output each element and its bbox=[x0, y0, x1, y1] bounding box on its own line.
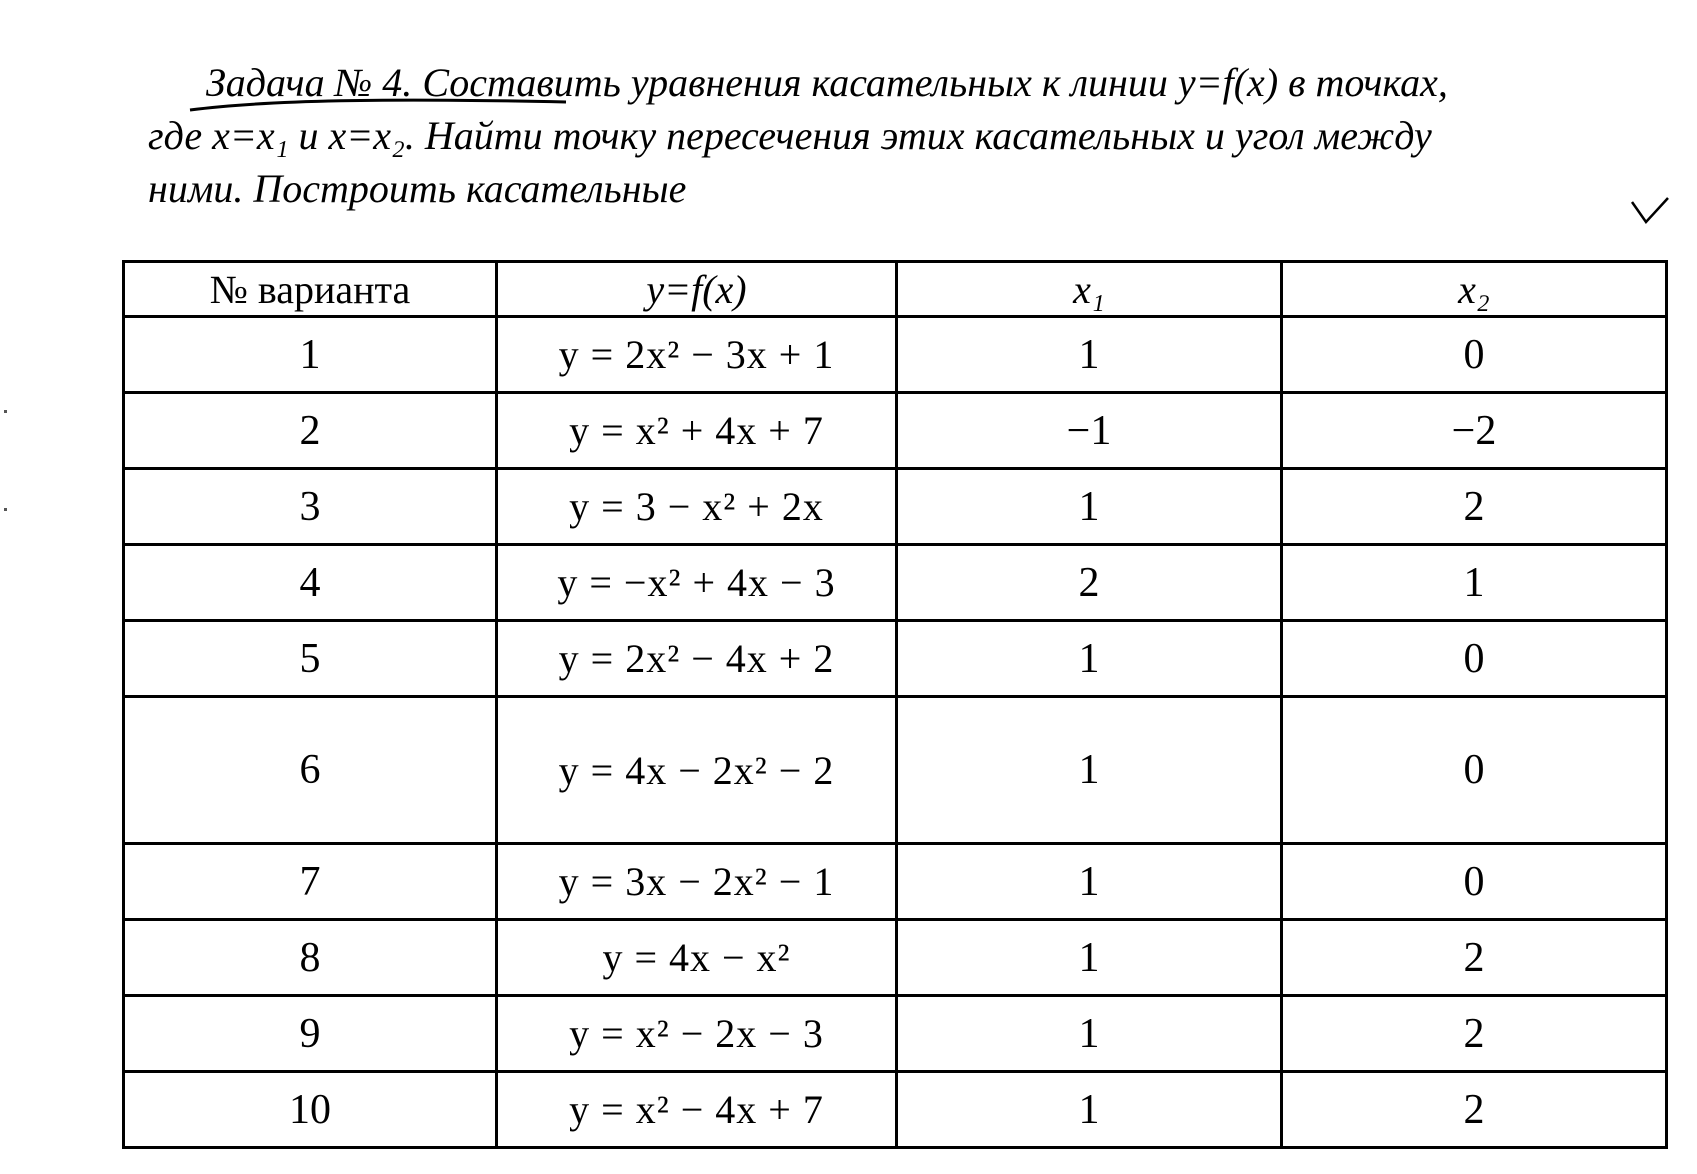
function-cell: y = 2x² − 3x + 1 bbox=[497, 317, 897, 393]
x1-cell: 1 bbox=[897, 621, 1282, 697]
x2-cell: 2 bbox=[1282, 996, 1667, 1072]
variant-cell: 9 bbox=[124, 996, 497, 1072]
x2-cell: 0 bbox=[1282, 621, 1667, 697]
table-row bbox=[124, 697, 1667, 844]
variant-cell: 7 bbox=[124, 844, 497, 920]
x2-cell: 0 bbox=[1282, 844, 1667, 920]
table-header-row bbox=[124, 262, 1667, 317]
table-row bbox=[124, 920, 1667, 996]
table-row bbox=[124, 844, 1667, 920]
task-text-line-3: ними. Построить касательные bbox=[148, 166, 687, 211]
variants-table bbox=[122, 260, 1668, 1149]
x1-cell: 1 bbox=[897, 920, 1282, 996]
table-row bbox=[124, 545, 1667, 621]
table-row bbox=[124, 393, 1667, 469]
header-function: y=f(x) bbox=[497, 262, 897, 317]
x1-cell: 1 bbox=[897, 697, 1282, 844]
function-cell: y = 4x − 2x² − 2 bbox=[497, 697, 897, 844]
function-cell: y = x² + 4x + 7 bbox=[497, 393, 897, 469]
x1-cell: 2 bbox=[897, 545, 1282, 621]
header-x2: x₂ bbox=[1282, 262, 1667, 317]
variant-cell: 4 bbox=[124, 545, 497, 621]
variant-cell: 3 bbox=[124, 469, 497, 545]
variant-cell: 5 bbox=[124, 621, 497, 697]
function-cell: y = 3 − x² + 2x bbox=[497, 469, 897, 545]
x1-cell: −1 bbox=[897, 393, 1282, 469]
table-row bbox=[124, 1072, 1667, 1148]
table-row bbox=[124, 317, 1667, 393]
x2-cell: −2 bbox=[1282, 393, 1667, 469]
task-line-1 bbox=[148, 56, 1648, 109]
variant-cell: 2 bbox=[124, 393, 497, 469]
variant-cell: 1 bbox=[124, 317, 497, 393]
x2-cell: 0 bbox=[1282, 697, 1667, 844]
x1-cell: 1 bbox=[897, 996, 1282, 1072]
margin-speck bbox=[4, 410, 7, 413]
function-cell: y = 3x − 2x² − 1 bbox=[497, 844, 897, 920]
function-cell: y = −x² + 4x − 3 bbox=[497, 545, 897, 621]
variant-cell: 6 bbox=[124, 697, 497, 844]
task-text-line-1: Составить уравнения касательных к линии y=f(x) в точках, bbox=[422, 60, 1448, 105]
header-variant: № варианта bbox=[124, 262, 497, 317]
table-row bbox=[124, 621, 1667, 697]
x1-cell: 1 bbox=[897, 1072, 1282, 1148]
task-title: Задача № 4. bbox=[206, 60, 413, 105]
x1-cell: 1 bbox=[897, 844, 1282, 920]
header-x1: x₁ bbox=[897, 262, 1282, 317]
task-text-line-2: где x=x₁ и x=x₂. Найти точку пересечения этих касательных и угол между bbox=[148, 113, 1432, 158]
variant-cell: 8 bbox=[124, 920, 497, 996]
x2-cell: 2 bbox=[1282, 469, 1667, 545]
x2-cell: 2 bbox=[1282, 920, 1667, 996]
margin-speck bbox=[4, 508, 7, 511]
x2-cell: 1 bbox=[1282, 545, 1667, 621]
x2-cell: 2 bbox=[1282, 1072, 1667, 1148]
function-cell: y = 4x − x² bbox=[497, 920, 897, 996]
function-cell: y = x² − 4x + 7 bbox=[497, 1072, 897, 1148]
x2-cell: 0 bbox=[1282, 317, 1667, 393]
function-cell: y = x² − 2x − 3 bbox=[497, 996, 897, 1072]
checkmark-icon bbox=[1630, 196, 1670, 226]
x1-cell: 1 bbox=[897, 317, 1282, 393]
function-cell: y = 2x² − 4x + 2 bbox=[497, 621, 897, 697]
task-statement bbox=[148, 56, 1648, 215]
variant-cell: 10 bbox=[124, 1072, 497, 1148]
table-row bbox=[124, 996, 1667, 1072]
x1-cell: 1 bbox=[897, 469, 1282, 545]
table-row bbox=[124, 469, 1667, 545]
